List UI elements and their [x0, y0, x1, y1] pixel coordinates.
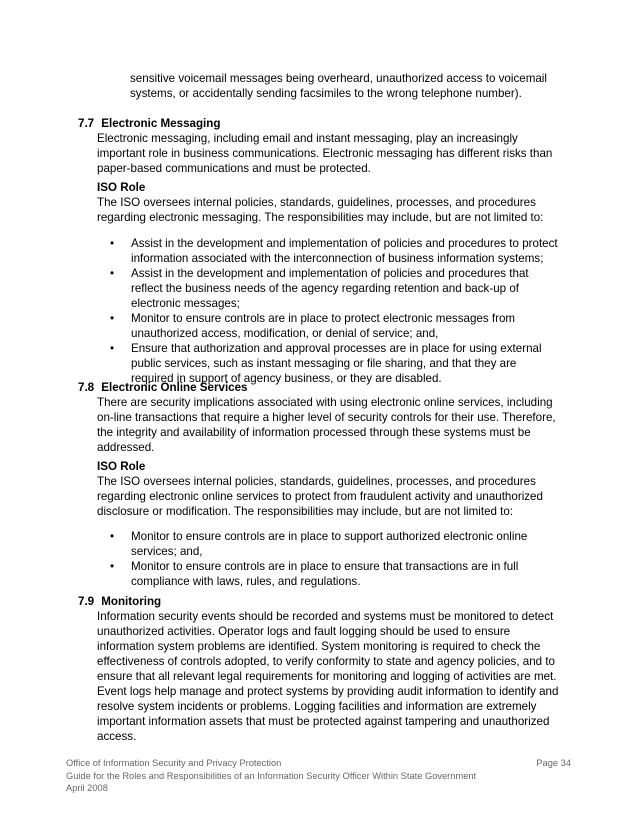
section-heading-7-8	[78, 380, 248, 395]
list-item: • Monitor to ensure controls are in place to support authorized electronic online services; and,	[110, 530, 528, 558]
section-intro-7-8: There are security implications associated with using electronic online services, including on-line transactions that require a higher level of security controls for their use. Therefore, the integrity and availability of information processed through these systems must be addressed.	[97, 396, 556, 454]
iso-role-heading-7-8: ISO Role	[97, 460, 146, 473]
footer-date: April 2008	[66, 783, 108, 794]
continuation-paragraph: sensitive voicemail messages being overheard, unauthorized access to voicemail systems, or accidentally sending facsimiles to the wrong telephone number).	[130, 72, 547, 100]
list-item: • Monitor to ensure controls are in place to protect electronic messages from unauthorized access, modification, or denial of service; and,	[110, 312, 516, 340]
section-title: Monitoring	[101, 595, 162, 608]
iso-role-text-7-8: The ISO oversees internal policies, standards, guidelines, processes, and procedures regarding electronic online services to protect from fraudulent activity and unauthorized disclosure or modification. The responsibilities may include, but are not limited to:	[97, 475, 543, 518]
section-intro-7-9: Information security events should be recorded and systems must be monitored to detect unauthorized activities. Operator logs and fault logging should be used to ensure information system problems are identified. System monitoring is required to check the effectiveness of controls adopted, to verify conformity to state and agency policies, and to ensure that all relevant legal requirements for monitoring and logging of activities are met. Event logs help manage and protect systems by providing audit information to identify and resolve system incidents or problems. Logging facilities and information are extremely important information assets that must be protected against tampering and unauthorized access.	[97, 610, 559, 743]
section-number: 7.8	[78, 381, 95, 394]
section-intro-7-7: Electronic messaging, including email and instant messaging, play an increasingly important role in business communications. Electronic messaging has different risks than paper-based communications and must be protected.	[97, 132, 553, 175]
section-title: Electronic Online Services	[101, 381, 248, 394]
iso-role-text-7-7: The ISO oversees internal policies, standards, guidelines, processes, and procedures regarding electronic messaging. The responsibilities may include, but are not limited to:	[97, 196, 544, 224]
section-number: 7.7	[78, 117, 95, 130]
footer-office: Office of Information Security and Privacy Protection	[66, 758, 282, 768]
list-item: • Ensure that authorization and approval processes are in place for using external public services, such as instant messaging or file sharing, and that they are required in support of agency business, or they are disabled.	[110, 342, 542, 385]
page-footer	[66, 757, 571, 795]
footer-guide-title: Guide for the Roles and Responsibilities of an Information Security Officer Within State Government	[66, 770, 477, 781]
list-item: • Assist in the development and implementation of policies and procedures that reflect the business needs of the agency regarding retention and back-up of electronic messages;	[110, 267, 529, 310]
bullet-list-7-7	[110, 236, 560, 386]
bullet-list-7-8	[110, 529, 560, 589]
bullet-icon: •	[110, 560, 115, 573]
bullet-icon: •	[110, 342, 115, 355]
section-title: Electronic Messaging	[101, 117, 221, 130]
section-heading-7-9	[78, 594, 161, 609]
section-heading-7-7	[78, 116, 220, 131]
bullet-icon: •	[110, 312, 115, 325]
list-item: • Assist in the development and implementation of policies and procedures to protect information associated with the interconnection of business information systems;	[110, 237, 558, 265]
footer-top-row	[66, 757, 571, 770]
list-item: • Monitor to ensure controls are in place to ensure that transactions are in full compliance with laws, rules, and regulations.	[110, 560, 519, 588]
iso-role-heading-7-7: ISO Role	[97, 181, 146, 194]
bullet-icon: •	[110, 237, 115, 250]
bullet-icon: •	[110, 267, 115, 280]
bullet-icon: •	[110, 530, 115, 543]
footer-page-number: Page 34	[536, 758, 571, 768]
section-number: 7.9	[78, 595, 95, 608]
